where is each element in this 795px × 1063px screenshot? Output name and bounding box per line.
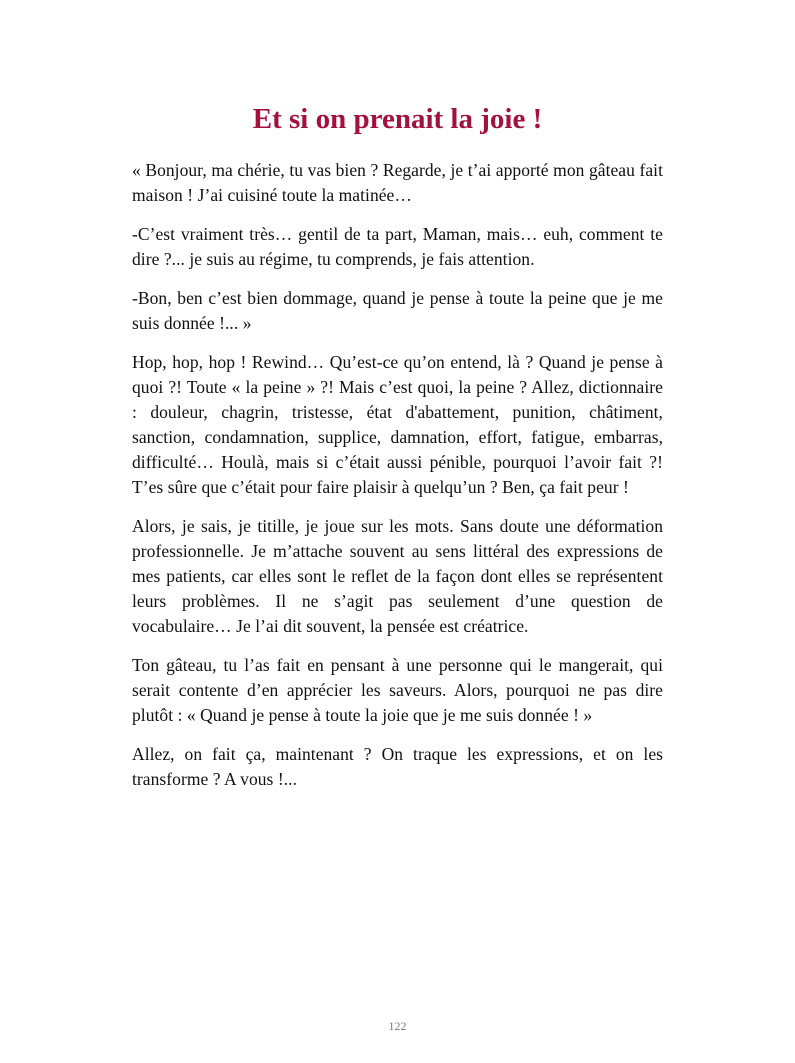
paragraph-3: -Bon, ben c’est bien dommage, quand je pense à toute la peine que je me suis donnée !... »: [132, 288, 663, 333]
paragraph-7: Allez, on fait ça, maintenant ? On traque les expressions, et on les transforme ? A vous !...: [132, 744, 663, 789]
paragraph-6: Ton gâteau, tu l’as fait en pensant à une personne qui le mangerait, qui serait contente d’en apprécier les saveurs. Alors, pourquoi ne pas dire plutôt : « Quand je pense à toute la joie que je me suis donnée ! »: [132, 655, 663, 725]
paragraph-2: -C’est vraiment très… gentil de ta part, Maman, mais… euh, comment te dire ?... je suis au régime, tu comprends, je fais attention.: [132, 224, 663, 269]
paragraph-5: Alors, je sais, je titille, je joue sur les mots. Sans doute une déformation professionnelle. Je m’attache souvent au sens littéral des expressions de mes patients, car elles sont le reflet de la façon dont elles se représentent leurs problèmes. Il ne s’agit pas seulement d’une question de vocabulaire… Je l’ai dit souvent, la pensée est créatrice.: [132, 516, 663, 636]
body-text: [132, 158, 663, 806]
paragraph-1: « Bonjour, ma chérie, tu vas bien ? Regarde, je t’ai apporté mon gâteau fait maison ! J’ai cuisiné toute la matinée…: [132, 160, 663, 205]
paragraph-4: Hop, hop, hop ! Rewind… Qu’est-ce qu’on entend, là ? Quand je pense à quoi ?! Toute « la peine » ?! Mais c’est quoi, la peine ? Allez, dictionnaire : douleur, chagrin, tristesse, état d'abattement, punition, châtiment, sanction, condamnation, supplice, damnation, effort, fatigue, embarras, difficulté… Houlà, mais si c’était aussi pénible, pourquoi l’avoir fait ?! T’es sûre que c’était pour faire plaisir à quelqu’un ? Ben, ça fait peur !: [132, 352, 663, 497]
page-title: Et si on prenait la joie !: [252, 103, 543, 135]
page-number: 122: [388, 1019, 407, 1033]
